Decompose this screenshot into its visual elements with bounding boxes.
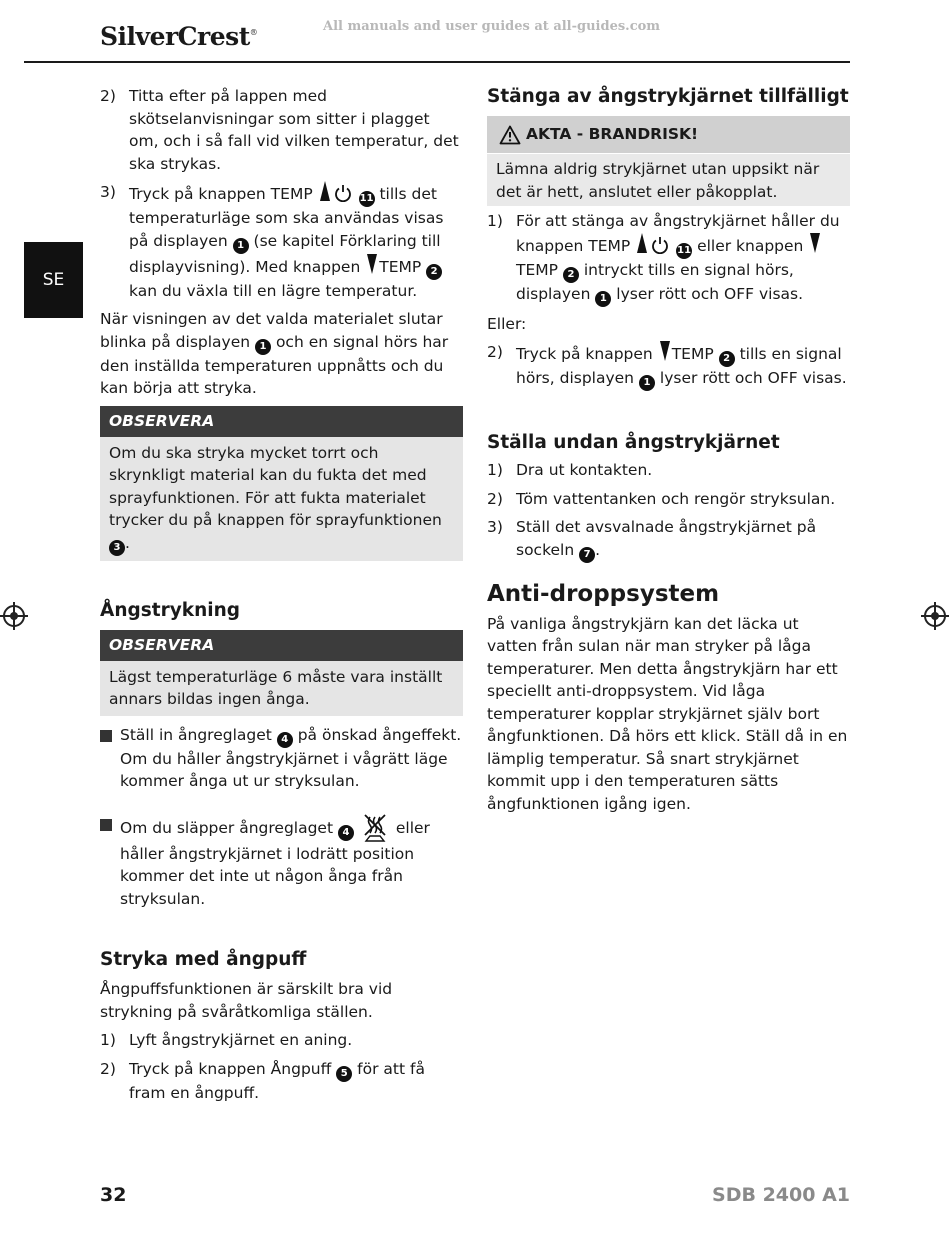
note-title: OBSERVERA: [100, 406, 463, 437]
callout-number: 7: [579, 547, 595, 563]
callout-number: 5: [336, 1066, 352, 1082]
section-heading: Anti-droppsystem: [487, 580, 720, 607]
warning-body: Lämna aldrig strykjärnet utan uppsikt när det är hett, anslutet eller påkopplat.: [487, 153, 850, 206]
paragraph: På vanliga ångstrykjärn kan det läcka ut vatten från sulan när man stryker på låga temperaturer. Men detta ångstrykjärn har ett speciellt anti-droppsystem. Vid låga temperaturer kopplar strykjärnet själv bort ångfunktionen. Då hörs ett klick. Ställ då in en lämplig temperatur. Så snart strykjärnet kommit upp i den temperaturen sätts ångfunktionen igång igen.: [487, 614, 848, 813]
bullet-square-icon: [100, 724, 120, 793]
step-item: 2) Titta efter på lappen med skötselanvisningar som sitter i plagget om, och i så fall vid vilken temperatur, det ska strykas.: [100, 87, 459, 173]
power-icon: [651, 236, 669, 254]
note-box: [100, 630, 463, 716]
right-column: [487, 85, 850, 821]
section-heading: Ställa undan ångstrykjärnet: [487, 432, 780, 453]
callout-number: 1: [639, 375, 655, 391]
note-body: Om du ska stryka mycket torrt och skrynkligt material kan du fukta det med sprayfunktionen. För att fukta materialet trycker du på knappen för sprayfunktionen 3 .: [100, 437, 463, 561]
callout-number: 1: [255, 339, 271, 355]
step-item: 2) Tryck på knappen TEMP 2 tills en signal hörs, displayen 1 lyser rött och OFF visas.: [487, 341, 850, 391]
section-heading: Ångstrykning: [100, 599, 240, 621]
power-icon: [334, 184, 352, 202]
note-body: Lägst temperaturläge 6 måste vara inställt annars bildas ingen ånga.: [100, 661, 463, 716]
bullet-square-icon: [100, 813, 120, 911]
callout-number: 11: [359, 191, 375, 207]
callout-number: 1: [233, 238, 249, 254]
callout-number: 2: [563, 267, 579, 283]
callout-number: 1: [595, 291, 611, 307]
callout-number: 2: [719, 351, 735, 367]
language-tab: SE: [24, 242, 83, 318]
temp-up-icon: [637, 233, 647, 253]
step-item: 2) Töm vattentanken och rengör stryksulan.: [487, 489, 836, 508]
warning-triangle-icon: [499, 125, 521, 145]
section-heading: Stänga av ångstrykjärnet tillfälligt: [487, 86, 849, 107]
section-heading: Stryka med ångpuff: [100, 949, 307, 970]
registration-mark-icon: [3, 605, 25, 627]
step-item: 1) Lyft ångstrykjärnet en aning.: [100, 1031, 353, 1049]
callout-number: 4: [277, 732, 293, 748]
temp-up-icon: [320, 181, 330, 201]
brand-logo: SilverCrest®: [100, 22, 258, 51]
step-item: 3) Ställ det avsvalnade ångstrykjärnet på sockeln 7 .: [487, 516, 850, 563]
header-divider: [24, 61, 850, 63]
warning-box: [487, 116, 850, 206]
note-box: [100, 406, 463, 561]
callout-number: 11: [676, 243, 692, 259]
left-column: [100, 85, 463, 1110]
no-steam-icon: [362, 813, 388, 843]
registration-mark-icon: [924, 605, 946, 627]
temp-down-icon: [660, 341, 670, 361]
callout-number: 2: [426, 264, 442, 280]
callout-number: 3: [109, 540, 125, 556]
bullet-item: Om du släpper ångreglaget 4 eller håller ångstrykjärnet i lodrätt position kommer det inte ut någon ånga från stryksulan.: [100, 813, 463, 911]
temp-down-icon: [367, 254, 377, 274]
model-number: SDB 2400 A1: [712, 1184, 850, 1206]
step-item: 2) Tryck på knappen Ångpuff 5 för att få fram en ångpuff.: [100, 1059, 425, 1102]
step-item: 1) För att stänga av ångstrykjärnet håller du knappen TEMP 11 eller knappen TEMP 2 intryckt tills en signal hörs, displayen 1 lyser rött och OFF visas.: [487, 210, 850, 307]
temp-down-icon: [810, 233, 820, 253]
paragraph: När visningen av det valda materialet slutar blinka på displayen 1 och en signal hörs har den inställda temperaturen uppnåtts och du kan börja att stryka.: [100, 310, 449, 397]
watermark: All manuals and user guides at all-guides.com: [323, 19, 661, 34]
page-number: 32: [100, 1184, 127, 1206]
paragraph: Ångpuffsfunktionen är särskilt bra vid strykning på svåråtkomliga ställen.: [100, 980, 393, 1021]
bullet-item: Ställ in ångreglaget 4 på önskad ångeffekt. Om du håller ångstrykjärnet i vågrätt läge kommer ånga ut ur stryksulan.: [100, 724, 463, 793]
callout-number: 4: [338, 825, 354, 841]
step-item: 3) Tryck på knappen TEMP 11 tills det temperaturläge som ska användas visas på displayen 1 (se kapitel Förklaring till displayvisning). Med knappen TEMP 2 kan du växla till en lägre temperatur.: [100, 183, 444, 300]
step-item: 1) Dra ut kontakten.: [487, 461, 653, 479]
warning-title: AKTA - BRANDRISK!: [487, 116, 850, 153]
paragraph: Eller:: [487, 314, 527, 333]
note-title: OBSERVERA: [100, 630, 463, 661]
